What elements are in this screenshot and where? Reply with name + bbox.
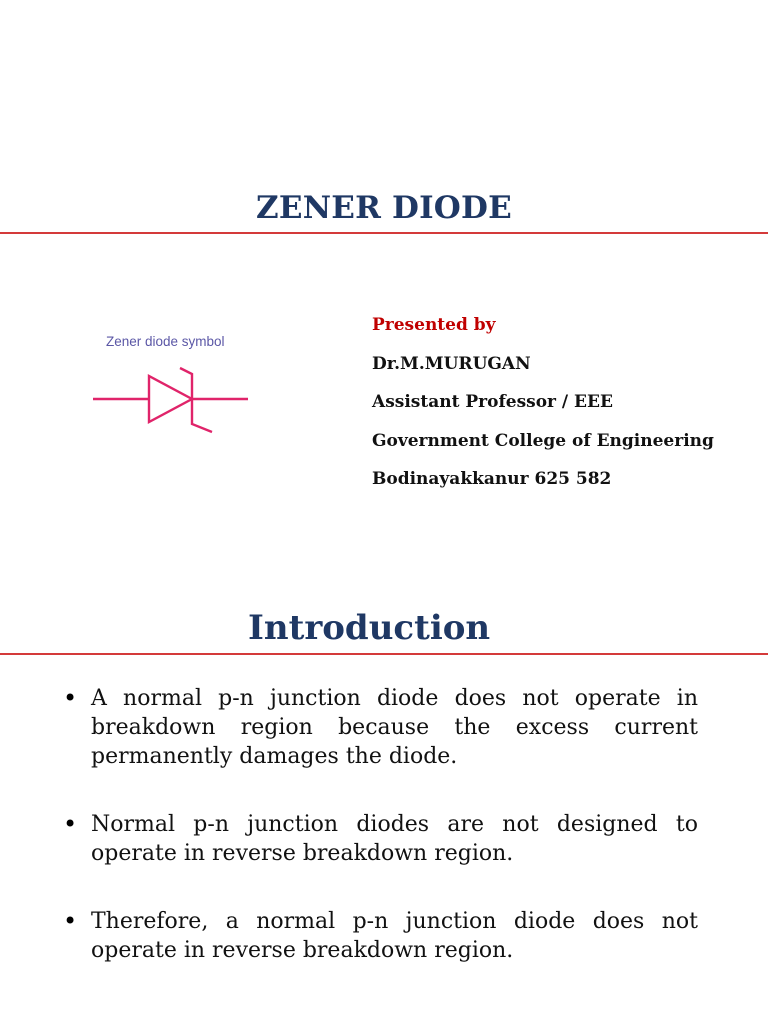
title-divider — [0, 653, 768, 655]
list-item — [62, 907, 698, 965]
bullet-icon: • — [63, 810, 78, 838]
bullet-text: Normal p-n junction diodes are not designed to operate in reverse breakdown region. — [91, 812, 698, 866]
bullet-text: A normal p-n junction diode does not operate in breakdown region because the excess current permanently damages the diode. — [91, 686, 698, 769]
bullet-icon: • — [63, 907, 78, 935]
bullet-text: Therefore, a normal p-n junction diode does not operate in reverse breakdown region. — [91, 909, 698, 963]
list-item — [62, 810, 698, 868]
presenter-name: Dr.M.MURUGAN — [372, 353, 531, 374]
presenter-info — [372, 312, 714, 505]
symbol-caption: Zener diode symbol — [106, 334, 225, 349]
slide-title: ZENER DIODE — [256, 190, 512, 226]
title-divider — [0, 232, 768, 234]
introduction-slide — [0, 512, 768, 1024]
presented-by-label: Presented by — [372, 315, 496, 335]
slide-title: Introduction — [248, 608, 491, 648]
bullet-icon: • — [63, 684, 78, 712]
presenter-institution: Government College of Engineering — [372, 430, 714, 451]
zener-diode-symbol-icon — [90, 362, 255, 437]
presenter-designation: Assistant Professor / EEE — [372, 392, 613, 412]
bullet-list — [62, 684, 698, 1004]
presenter-location: Bodinayakkanur 625 582 — [372, 469, 612, 489]
list-item — [62, 684, 698, 771]
